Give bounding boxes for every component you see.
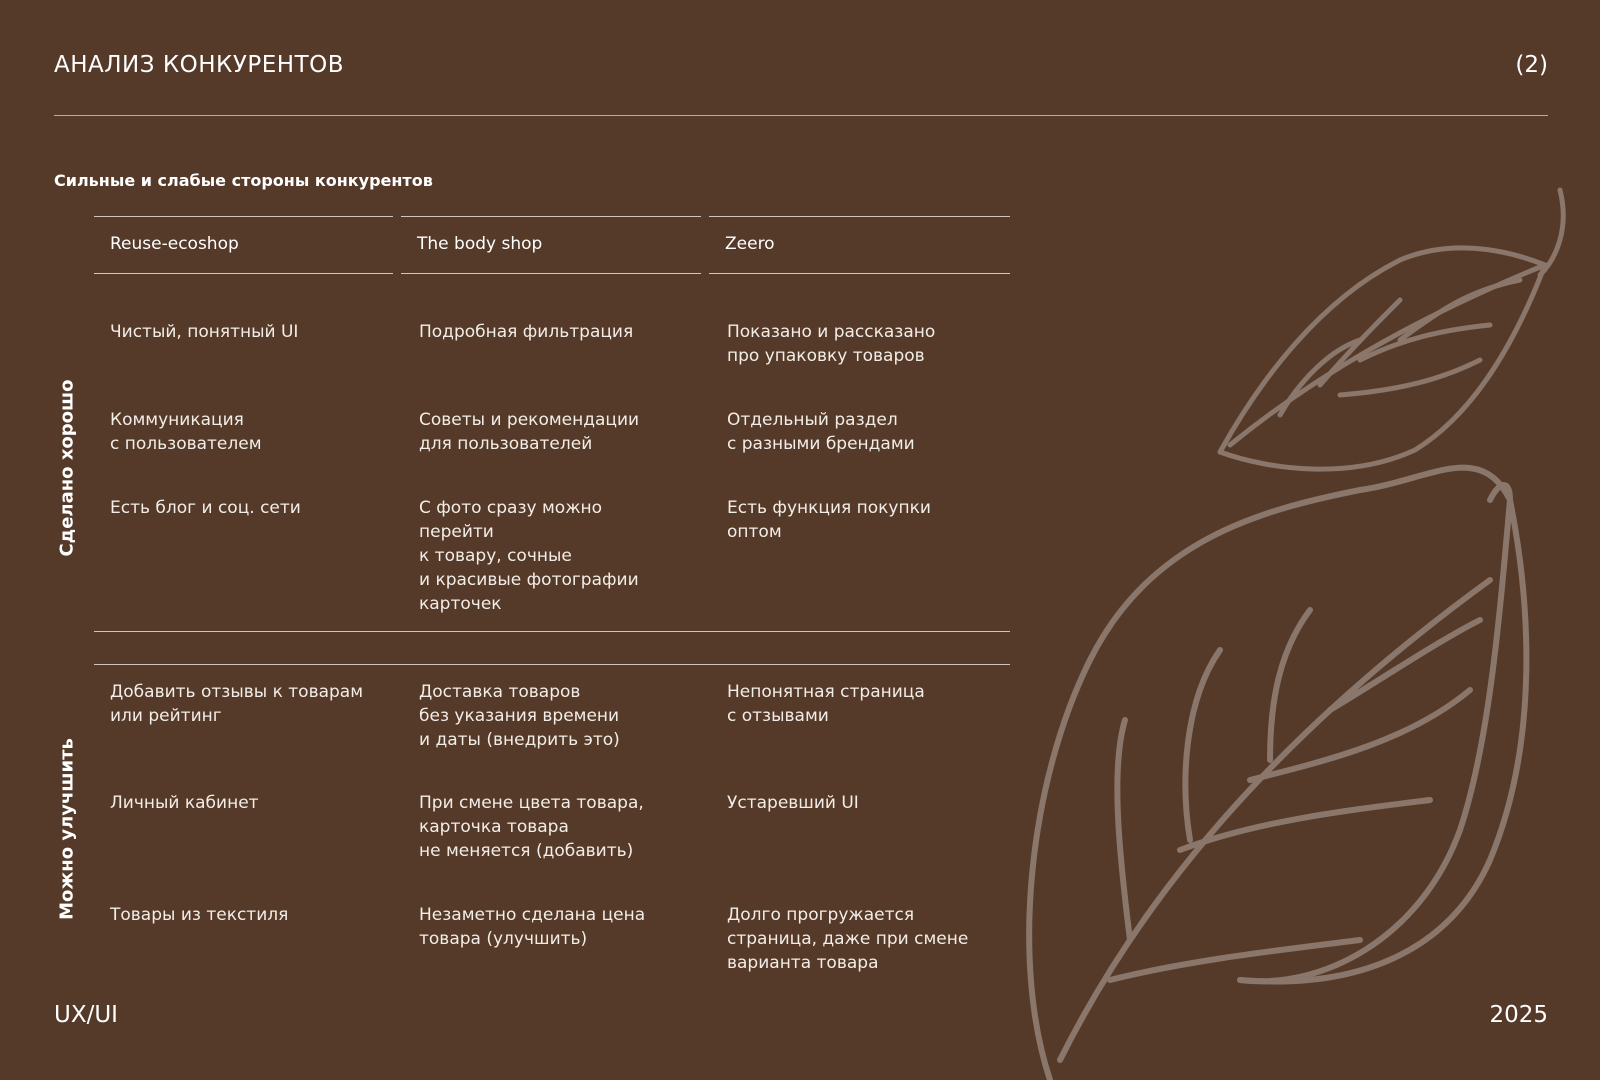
table-cell: Советы и рекомендации для пользователей (419, 410, 640, 454)
leaf-outline-icon (1020, 180, 1600, 1080)
column-header-the-body-shop (401, 216, 701, 274)
header-divider (54, 115, 1548, 116)
table-cell: Коммуникация с пользователем (110, 410, 262, 454)
section-label-improve: Можно улучшить (56, 738, 78, 920)
table-cell: Отдельный раздел с разными брендами (727, 410, 915, 454)
section-label-good: Сделано хорошо (56, 379, 78, 557)
table-cell: Есть блог и соц. сети (110, 498, 301, 518)
table-cell: Чистый, понятный UI (110, 322, 299, 342)
column-header-label: Reuse-ecoshop (110, 234, 239, 254)
table-cell: Непонятная страница с отзывами (727, 682, 925, 726)
footer-year: 2025 (1489, 1002, 1548, 1028)
table-cell: Подробная фильтрация (419, 322, 634, 342)
column-header-zeero (709, 216, 1010, 274)
table-cell: Личный кабинет (110, 793, 259, 813)
table-cell: Есть функция покупки оптом (727, 498, 931, 542)
table-cell: Доставка товаров без указания времени и даты (внедрить это) (419, 682, 620, 750)
table-cell: При смене цвета товара, карточка товара не меняется (добавить) (419, 793, 644, 861)
table-cell: Незаметно сделана цена товара (улучшить) (419, 905, 646, 949)
table-cell: Добавить отзывы к товарам или рейтинг (110, 682, 364, 726)
table-cell: Показано и рассказано про упаковку товаров (727, 322, 936, 366)
table-cell: С фото сразу можно перейти к товару, сочные и красивые фотографии карточек (419, 498, 639, 614)
large-leaf-icon (1029, 468, 1526, 1080)
column-header-label: The body shop (417, 234, 543, 254)
small-leaf-icon (1220, 190, 1563, 469)
section-divider (94, 631, 1010, 632)
table-cell: Устаревший UI (727, 793, 859, 813)
column-header-label: Zeero (725, 234, 775, 254)
page-number: (2) (1515, 52, 1548, 78)
page-title: АНАЛИЗ КОНКУРЕНТОВ (54, 52, 345, 78)
section-divider (94, 664, 1010, 665)
table-subtitle: Сильные и слабые стороны конкурентов (54, 171, 433, 190)
table-cell: Товары из текстиля (110, 905, 289, 925)
table-cell: Долго прогружается страница, даже при смене варианта товара (727, 905, 969, 973)
footer-left-label: UX/UI (54, 1002, 118, 1028)
column-header-reuse-ecoshop (94, 216, 393, 274)
